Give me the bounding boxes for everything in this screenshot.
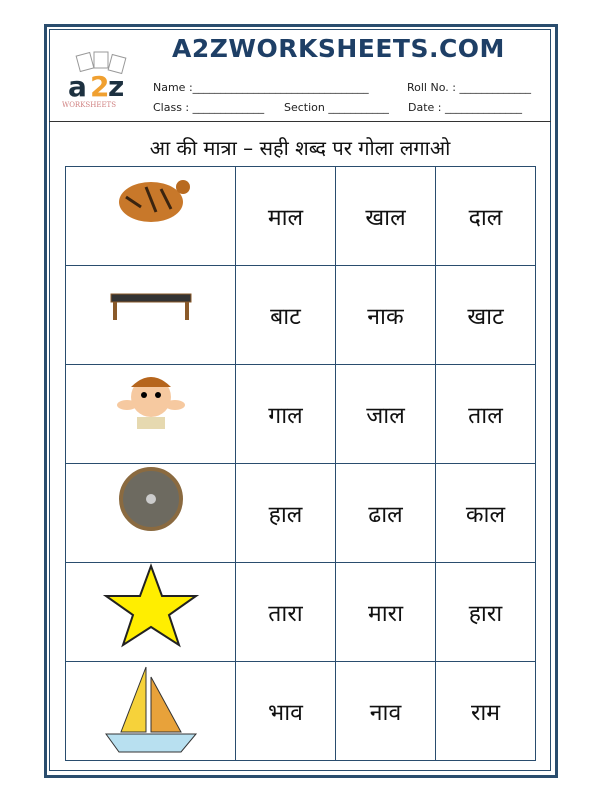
picture-cell bbox=[66, 563, 236, 662]
word-option[interactable]: माल bbox=[236, 167, 336, 266]
word-option[interactable]: नाक bbox=[336, 266, 436, 365]
tiger-skin-image bbox=[101, 167, 201, 259]
svg-text:a: a bbox=[68, 70, 87, 103]
worksheet-title: आ की मात्रा – सही शब्द पर गोला लगाओ bbox=[149, 136, 451, 160]
word-option[interactable]: जाल bbox=[336, 365, 436, 464]
section-label: Section ___________ bbox=[284, 101, 389, 114]
boat-image bbox=[101, 662, 201, 754]
word-option[interactable]: नाव bbox=[336, 662, 436, 761]
word-option[interactable]: दाल bbox=[436, 167, 536, 266]
picture-cell bbox=[66, 167, 236, 266]
picture-cell bbox=[66, 464, 236, 563]
svg-text:WORKSHEETS: WORKSHEETS bbox=[62, 101, 117, 109]
word-option[interactable]: गाल bbox=[236, 365, 336, 464]
word-option[interactable]: हारा bbox=[436, 563, 536, 662]
header-divider bbox=[49, 121, 551, 122]
shield-image bbox=[101, 464, 201, 556]
date-label: Date : ______________ bbox=[408, 101, 522, 114]
roll-label: Roll No. : _____________ bbox=[407, 81, 531, 94]
table-row bbox=[66, 266, 536, 365]
cot-image bbox=[101, 266, 201, 358]
star-image bbox=[101, 563, 201, 655]
table-row bbox=[66, 365, 536, 464]
table-row bbox=[66, 464, 536, 563]
word-option[interactable]: ताल bbox=[436, 365, 536, 464]
table-row bbox=[66, 167, 536, 266]
word-option[interactable]: मारा bbox=[336, 563, 436, 662]
svg-text:2: 2 bbox=[90, 70, 110, 103]
class-label: Class : _____________ bbox=[153, 101, 265, 114]
table-row bbox=[66, 662, 536, 761]
worksheet-table bbox=[65, 166, 536, 761]
word-option[interactable]: खाट bbox=[436, 266, 536, 365]
site-title: A2ZWORKSHEETS.COM bbox=[172, 34, 505, 63]
word-option[interactable]: काल bbox=[436, 464, 536, 563]
picture-cell bbox=[66, 365, 236, 464]
word-option[interactable]: राम bbox=[436, 662, 536, 761]
table-row bbox=[66, 563, 536, 662]
word-option[interactable]: भाव bbox=[236, 662, 336, 761]
a2z-logo bbox=[60, 50, 140, 110]
word-option[interactable]: खाल bbox=[336, 167, 436, 266]
word-option[interactable]: हाल bbox=[236, 464, 336, 563]
word-option[interactable]: तारा bbox=[236, 563, 336, 662]
picture-cell bbox=[66, 662, 236, 761]
word-option[interactable]: बाट bbox=[236, 266, 336, 365]
boy-cheeks-image bbox=[101, 365, 201, 457]
svg-text:z: z bbox=[108, 70, 125, 103]
picture-cell bbox=[66, 266, 236, 365]
name-label: Name :________________________________ bbox=[153, 81, 369, 94]
word-option[interactable]: ढाल bbox=[336, 464, 436, 563]
